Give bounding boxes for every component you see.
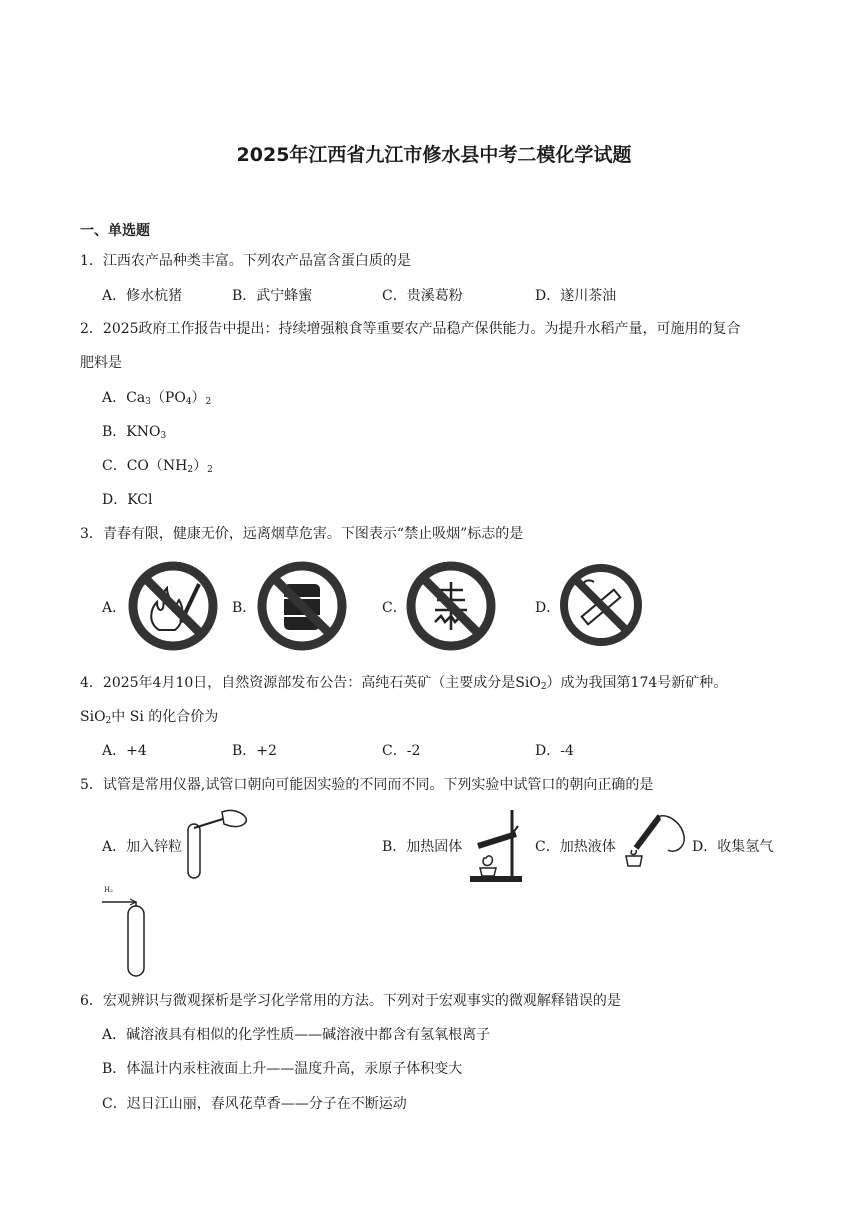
- q1-option-c[interactable]: C．贵溪葛粉: [382, 288, 463, 304]
- q5-option-c[interactable]: C．加热液体: [535, 839, 616, 855]
- add-zinc-test-tube-icon: [182, 806, 252, 882]
- section-heading: 一、单选题: [80, 223, 150, 239]
- question-3-stem: 3．青春有限，健康无价，远离烟草危害。下图表示“禁止吸烟”标志的是: [80, 526, 524, 542]
- page-title: 2025年江西省九江市修水县中考二模化学试题: [236, 144, 632, 166]
- q4-option-c[interactable]: C．-2: [382, 743, 421, 759]
- h2-label: H₂: [104, 886, 113, 894]
- q6-option-a[interactable]: A．碱溶液具有相似的化学性质——碱溶液中都含有氢氧根离子: [102, 1027, 491, 1043]
- q1-option-d[interactable]: D．遂川茶油: [535, 288, 617, 304]
- q2-option-a[interactable]: A．$Ca_3(PO_4)_2$: [102, 390, 212, 407]
- q5-option-d[interactable]: D．收集氢气: [692, 839, 774, 855]
- q3-option-c[interactable]: C．: [382, 600, 407, 616]
- no-fireworks-icon[interactable]: [405, 560, 497, 652]
- heat-solid-apparatus-icon: [468, 806, 524, 884]
- question-2-stem-line1: 2．2025政府工作报告中提出：持续增强粮食等重要农产品稳产保供能力。为提升水稻产量，可施用的复合: [80, 321, 741, 337]
- q3-option-b[interactable]: B．: [232, 600, 257, 616]
- no-flammable-barrel-icon[interactable]: [256, 560, 348, 652]
- question-4-stem-line2: SiO$_2$中 Si 的化合价为: [80, 709, 219, 726]
- q1-option-b[interactable]: B．武宁蜂蜜: [232, 288, 313, 304]
- q1-option-a[interactable]: A．修水杭猪: [102, 288, 183, 304]
- q3-option-d[interactable]: D．: [535, 600, 561, 616]
- no-open-flame-icon[interactable]: [127, 560, 219, 652]
- collect-hydrogen-test-tube-icon: [100, 886, 160, 980]
- question-6-stem: 6．宏观辨识与微观探析是学习化学常用的方法。下列对于宏观事实的微观解释错误的是: [80, 993, 621, 1009]
- q2-option-d[interactable]: D．KCl: [102, 492, 153, 508]
- heat-liquid-apparatus-icon: [620, 808, 690, 868]
- q3-option-a[interactable]: A．: [102, 600, 127, 616]
- q6-option-b[interactable]: B．体温计内汞柱液面上升——温度升高，汞原子体积变大: [102, 1061, 463, 1077]
- question-1-stem: 1．江西农产品种类丰富。下列农产品富含蛋白质的是: [80, 253, 411, 269]
- q6-option-c[interactable]: C．迟日江山丽，春风花草香——分子在不断运动: [102, 1096, 407, 1112]
- q2-option-b[interactable]: B．$KNO_3$: [102, 424, 167, 441]
- question-4-stem-line1: 4．2025年4月10日，自然资源部发布公告：高纯石英矿（主要成分是SiO$_2$）成为我国第174号新矿种。: [80, 675, 728, 692]
- q5-option-a[interactable]: A．加入锌粒: [102, 839, 183, 855]
- question-5-stem: 5．试管是常用仪器,试管口朝向可能因实验的不同而不同。下列实验中试管口的朝向正确的是: [80, 777, 654, 793]
- q5-option-b[interactable]: B．加热固体: [382, 839, 463, 855]
- q2-option-c[interactable]: C．$CO(NH_2)_2$: [102, 458, 213, 475]
- question-2-stem-line2: 肥料是: [80, 355, 122, 371]
- q4-option-d[interactable]: D．-4: [535, 743, 574, 759]
- q4-option-a[interactable]: A．+4: [102, 743, 147, 759]
- no-smoking-icon[interactable]: [558, 562, 644, 648]
- q4-option-b[interactable]: B．+2: [232, 743, 277, 759]
